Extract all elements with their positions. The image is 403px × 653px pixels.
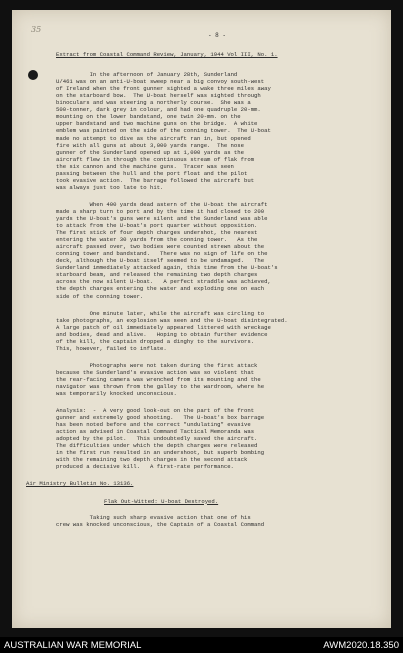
- bulletin-subheading: Flak Out-Witted: U-boat Destroyed.: [104, 497, 219, 505]
- paragraph-explosion: One minute later, while the aircraft was circling to take photographs, an explosion was seen and the U-boat disintegrated. A large patch of oil immediately appeared littered with wreckage and bodies, dead and alive. Hoping to obtain further evidence of the kill, the captain dropped a dinghy to the survivors. This, however, failed to inflate.: [56, 309, 288, 352]
- paragraph-attack-sighting: In the afternoon of January 28th, Sunderland U/461 was on an anti-U-boat sweep near a big convoy south-west of Ireland when the front gunner sighted a wake three miles away on the starboard bow. The U-boat herself was sighted through binoculars and was steering a northerly course. She was a 500-tonner, dark grey in colour, and had one quadruple 20-mm. mounting on the lower bandstand, one twin 20-mm. on the upper bandstand and two machine guns on the bridge. A white emblem was painted on the side of the conning tower. The U-boat made no attempt to dive as the aircraft ran in, but opened fire with all guns at about 3,000 yards range. The nose gunner of the Sunderland opened up at 1,000 yards as the aircraft flew in through the continuous stream of flak from the six cannon and the machine guns. Tracer was seen passing between the hull and the port float and the pilot took evasive action. The barrage followed the aircraft but was always just too late to hit.: [56, 71, 271, 191]
- document-page: [12, 10, 391, 628]
- archive-footer: [0, 637, 403, 653]
- handwritten-page-mark: 35: [31, 25, 42, 34]
- punch-hole: [28, 70, 38, 80]
- paragraph-depth-charge-attack: When 400 yards dead astern of the U-boat the aircraft made a sharp turn to port and by the time it had closed to 200 yards the U-boat's guns were silent and the Sunderland was able to attack from the U-boat's port quarter without opposition. The first stick of four depth charges undershot, the nearest entering the water 30 yards from the conning tower. As the aircraft passed over, two bodies were counted strewn about the conning tower and bandstand. There was no sign of life on the deck, although the U-boat itself seemed to be undamaged. The Sunderland immediately attacked again, this time from the U-boat's starboard beam, and released the remaining two depth charges across the now silent U-boat. A perfect straddle was achieved, the depth charges entering the water and exploding one on each side of the conning tower.: [56, 200, 278, 300]
- footer-accession-number: AWM2020.18.350: [323, 640, 399, 651]
- document-text: [26, 32, 378, 538]
- paragraph-analysis: Analysis: - A very good look-out on the part of the front gunner and extremely good shooting. The U-boat's box barrage has been noted before and the correct "undulating" evasive action as advised in Coastal Command Tactical Memoranda was adopted by the pilot. This undoubtedly saved the aircraft. The difficulties under which the depth charges were released in the first run resulted in an undershoot, but superb bombing with the remaining two depth charges in the second attack produced a decisive kill. A first-rate performance.: [56, 407, 265, 471]
- page-number: - 8 -: [207, 32, 226, 39]
- paragraph-closing: Taking such sharp evasive action that one of his crew was knocked unconscious, the Captain of a Coastal Command: [56, 513, 265, 528]
- paragraph-photographs: Photographs were not taken during the first attack because the Sunderland's evasive action was so violent that the rear-facing camera was wrenched from its mounting and the navigator was thrown from the galley to the wardroom, where he was temporarily knocked unconscious.: [56, 361, 265, 398]
- bulletin-heading: Air Ministry Bulletin No. 13136.: [26, 480, 134, 488]
- footer-institution: AUSTRALIAN WAR MEMORIAL: [4, 640, 142, 651]
- extract-heading: Extract from Coastal Command Review, January, 1944 Vol III, No. 1.: [56, 51, 278, 59]
